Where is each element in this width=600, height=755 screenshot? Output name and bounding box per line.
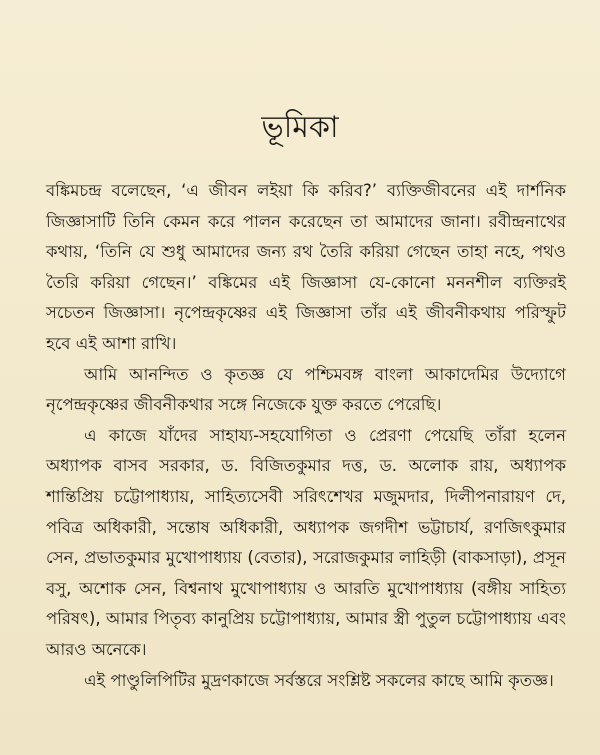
paragraph-4: এই পাণ্ডুলিপিটির মুদ্রণকাজে সর্বস্তরে সংশ্লিষ্ট সকলের কাছে আমি কৃতজ্ঞ।: [84, 670, 554, 690]
paragraph-2: আমি আনন্দিত ও কৃতজ্ঞ যে পশ্চিমবঙ্গ বাংলা আকাদেমির উদ্যোগে নৃপেন্দ্রকৃষ্ণের জীবনীকথার সঙ্গে নিজেকে যুক্ত করতে পেরেছি।: [46, 364, 566, 415]
preface-body: [46, 176, 566, 696]
page-title: ভূমিকা: [261, 110, 339, 145]
paragraph-3: এ কাজে যাঁদের সাহায্য-সহযোগিতা ও প্রেরণা পেয়েছি তাঁরা হলেন অধ্যাপক বাসব সরকার, ড. বিজিতকুমার দত্ত, ড. অলোক রায়, অধ্যাপক শান্তিপ্রিয় চট্টোপাধ্যায়, সাহিত্যসেবী সরিৎশেখর মজুমদার, দিলীপনারায়ণ দে, পবিত্র অধিকারী, সন্তোষ অধিকারী, অধ্যাপক জগদীশ ভট্টাচার্য, রণজিৎকুমার সেন, প্রভাতকুমার মুখোপাধ্যায় (বেতার), সরোজকুমার লাহিড়ী (বাকসাড়া), প্রসূন বসু, অশোক সেন, বিশ্বনাথ মুখোপাধ্যায় ও আরতি মুখোপাধ্যায় (বঙ্গীয় সাহিত্য পরিষৎ), আমার পিতৃব্য কানুপ্রিয় চট্টোপাধ্যায়, আমার স্ত্রী পুতুল চট্টোপাধ্যায় এবং আরও অনেকে।: [46, 425, 566, 659]
paragraph-1: বঙ্কিমচন্দ্র বলেছেন, ‘এ জীবন লইয়া কি করিব?’ ব্যক্তিজীবনের এই দার্শনিক জিজ্ঞাসাটি তিনি কেমন করে পালন করেছেন তা আমাদের জানা। রবীন্দ্রনাথের কথায়, ‘তিনি যে শুধু আমাদের জন্য রথ তৈরি করিয়া গেছেন তাহা নহে, পথও তৈরি করিয়া গেছেন।’ বঙ্কিমের এই জিজ্ঞাসা যে-কোনো মননশীল ব্যক্তিরই সচেতন জিজ্ঞাসা। নৃপেন্দ্রকৃষ্ণের এই জিজ্ঞাসা তাঁর এই জীবনীকথায় পরিস্ফুট হবে এই আশা রাখি।: [46, 181, 566, 353]
